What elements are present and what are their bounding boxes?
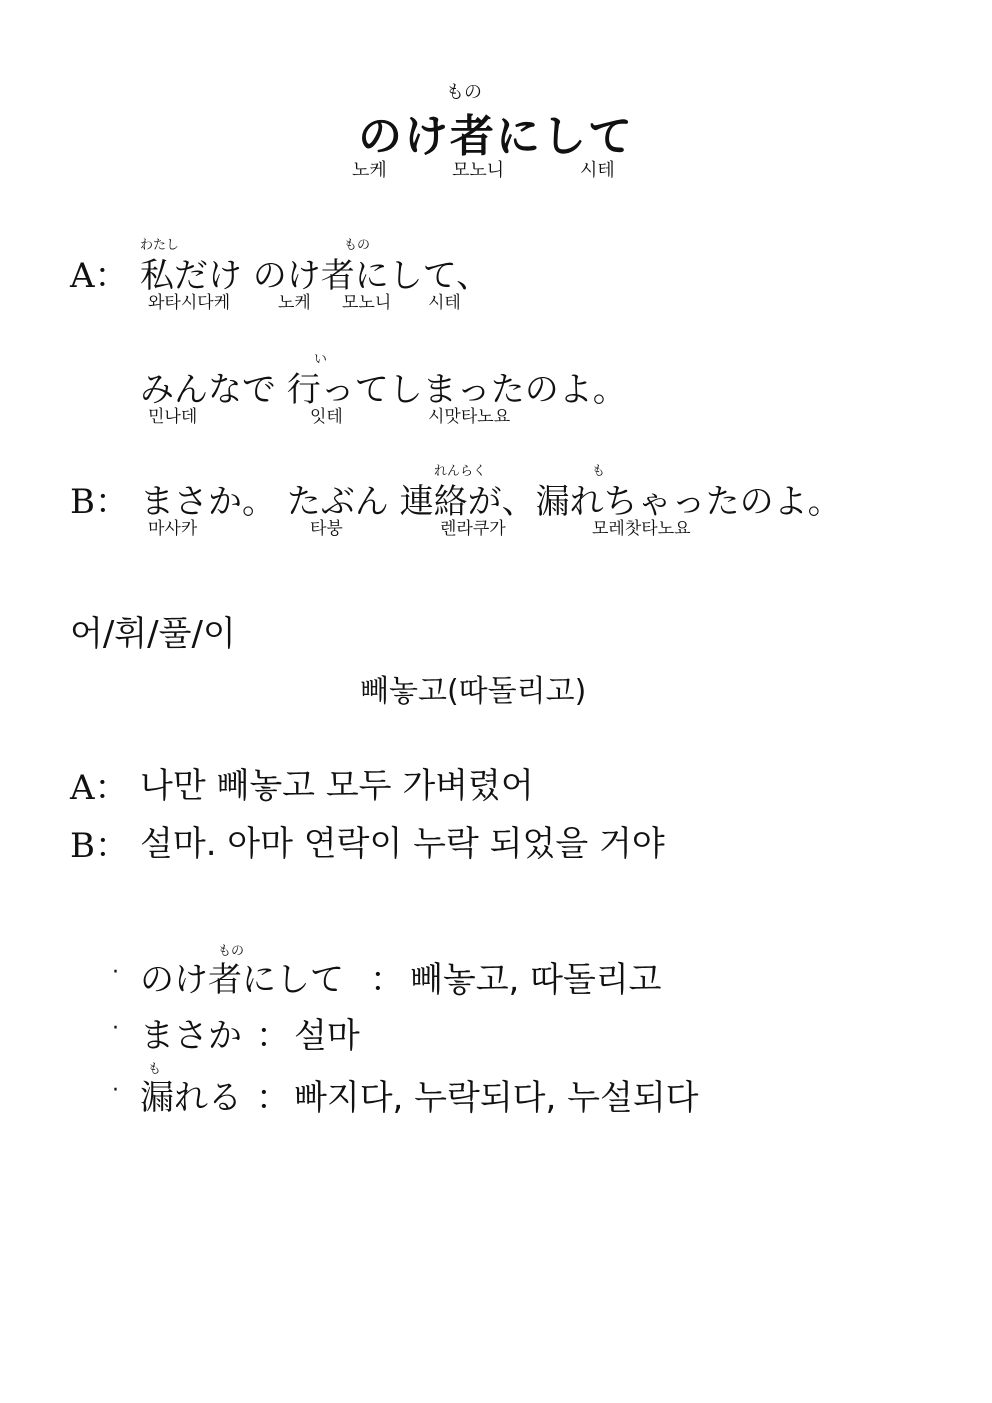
def-term: まさか [140, 1016, 242, 1056]
vocab-subheading: 빼놓고(따돌리고) [360, 674, 587, 709]
ruby-renraku: れんらく [434, 464, 487, 479]
dialogue-a-line1: 私だけ のけ者にして、 [140, 256, 491, 296]
speaker-b-label: B： [70, 482, 129, 522]
bullet: · [112, 960, 119, 985]
title-korean-3: 시테 [580, 160, 615, 181]
def-ruby-mo: も [148, 1062, 162, 1077]
def-term: のけ者にして [140, 960, 344, 1000]
speaker-a-label-kr: A： [70, 768, 129, 808]
kr-reading: 시맛타노요 [428, 407, 511, 427]
title-korean-2: 모노니 [452, 160, 505, 181]
def-sep: ： [256, 1016, 290, 1056]
bullet: · [112, 1016, 119, 1041]
def-sep: ： [370, 960, 404, 1000]
def-meaning: 빠지다, 누락되다, 누설되다 [294, 1078, 699, 1118]
kr-reading: 타붕 [310, 519, 343, 539]
dialogue-b-korean: 설마. 아마 연락이 누락 되었을 거야 [140, 824, 665, 864]
title-ruby: もの [446, 82, 482, 103]
dialogue-b-line: まさか。 たぶん 連絡が、漏れちゃったのよ。 [140, 482, 842, 522]
title-korean-1: 노케 [352, 160, 387, 181]
speaker-a-label: A： [70, 256, 129, 296]
def-meaning: 설마 [294, 1016, 360, 1056]
def-ruby-mono: もの [218, 944, 245, 959]
ruby-watashi: わたし [140, 238, 180, 253]
kr-reading: 노케 [278, 293, 311, 313]
ruby-mo: も [592, 464, 606, 479]
bullet: · [112, 1078, 119, 1103]
kr-reading: 시테 [428, 293, 461, 313]
kr-reading: 모노니 [342, 293, 392, 313]
kr-reading: 민나데 [148, 407, 198, 427]
vocab-heading: 어/휘/풀/이 [70, 614, 236, 654]
speaker-b-label-kr: B： [70, 826, 129, 866]
def-sep: ： [256, 1078, 290, 1118]
def-meaning: 빼놓고, 따돌리고 [410, 960, 662, 1000]
dialogue-a-korean: 나만 빼놓고 모두 가벼렸어 [140, 766, 534, 806]
kr-reading: 잇테 [310, 407, 343, 427]
ruby-mono: もの [344, 238, 371, 253]
kr-reading: 와타시다케 [148, 293, 231, 313]
kr-reading: 마사카 [148, 519, 198, 539]
kr-reading: 모레찻타노요 [592, 519, 691, 539]
ruby-i: い [314, 352, 328, 367]
def-term: 漏れる [140, 1078, 242, 1118]
page-title: のけ者にして [358, 111, 634, 162]
kr-reading: 렌라쿠가 [440, 519, 506, 539]
dialogue-a-line2: みんなで 行ってしまったのよ。 [140, 370, 627, 410]
